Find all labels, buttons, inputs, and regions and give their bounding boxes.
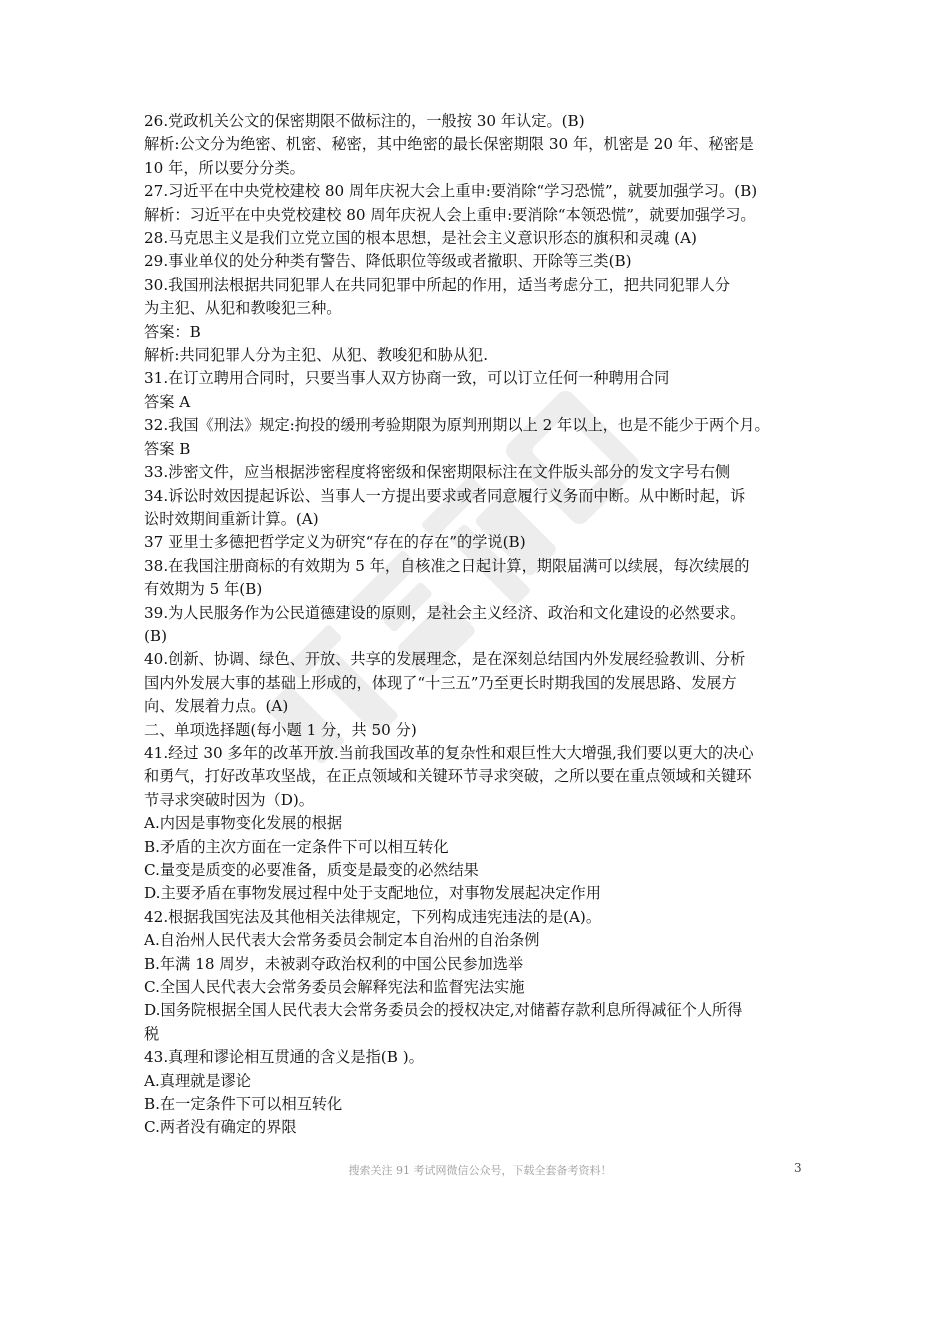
text-line: 国内外发展大事的基础上形成的，体现了“十三五”乃至更长时期我国的发展思路、发展方 xyxy=(144,673,737,692)
page-number: 3 xyxy=(794,1161,802,1175)
text-line: 31.在订立聘用合同时，只要当事人双方协商一致，可以订立任何一种聘用合同 xyxy=(144,369,670,388)
text-line: 和勇气，打好改革攻坚战，在正点领域和关键环节寻求突破，之所以要在重点领域和关键环 xyxy=(144,767,752,786)
text-line: 27.习近平在中央党校建校 80 周年庆祝大会上重申:要消除“学习恐慌”，就要加强学习。(B) xyxy=(144,182,758,201)
section-heading: 二、单项选择题(每小题 1 分，共 50 分) xyxy=(144,720,417,739)
option-line: A.内因是事物变化发展的根据 xyxy=(144,814,343,833)
text-line: 向、发展着力点。(A) xyxy=(144,697,289,716)
text-line: 39.为人民服务作为公民道德建设的原则，是社会主义经济、政治和文化建设的必然要求。 xyxy=(144,603,746,622)
text-line: 37 亚里士多德把哲学定义为研究“存在的存在”的学说(B) xyxy=(144,533,526,552)
option-line: C.两者没有确定的界限 xyxy=(144,1118,297,1137)
option-line: 税 xyxy=(144,1024,160,1043)
option-line: B.年满 18 周岁，未被剥夺政治权利的中国公民参加选举 xyxy=(144,954,524,973)
option-line: D.国务院根据全国人民代表大会常务委员会的授权决定,对储蓄存款利息所得减征个人所得 xyxy=(144,1001,743,1020)
text-line: 答案 B xyxy=(144,439,191,458)
option-line: B.在一定条件下可以相互转化 xyxy=(144,1095,343,1114)
document-body xyxy=(144,110,812,1140)
option-line: C.全国人民代表大会常务委员会解释宪法和监督宪法实施 xyxy=(144,978,525,997)
text-line: 节寻求突破时因为（D)。 xyxy=(144,790,314,809)
text-line: 29.事业单仪的处分种类有警告、降低职位等级或者撤职、开除等三类(B) xyxy=(144,252,632,271)
text-line: 38.在我国注册商标的有效期为 5 年，自核准之日起计算，期限届满可以续展，每次续展的 xyxy=(144,556,750,575)
text-line: 30.我国刑法根据共同犯罪人在共同犯罪中所起的作用，适当考虑分工，把共同犯罪人分 xyxy=(144,275,731,294)
text-line: 28.马克思主义是我们立党立国的根本思想，是社会主义意识形态的旗积和灵魂 (A) xyxy=(144,229,697,248)
text-line: 解析:共同犯罪人分为主犯、从犯、教唆犯和胁从犯. xyxy=(144,346,489,365)
text-line: 为主犯、从犯和教唆犯三种。 xyxy=(144,299,342,318)
text-line: 41.经过 30 多年的改革开放.当前我国改革的复杂性和艰巨性大大增强,我们要以更大的决心 xyxy=(144,743,754,762)
text-line: 40.创新、协调、绿色、开放、共享的发展理念，是在深刻总结国内外发展经验教训、分析 xyxy=(144,650,746,669)
text-line: 42.根据我国宪法及其他相关法律规定，下列构成违宪违法的是(A)。 xyxy=(144,907,602,926)
option-line: A.自治州人民代表大会常务委员会制定本自治州的自治条例 xyxy=(144,931,540,950)
text-line: (B) xyxy=(144,626,168,645)
option-line: D.主要矛盾在事物发展过程中处于支配地位，对事物发展起决定作用 xyxy=(144,884,601,903)
option-line: A.真理就是谬论 xyxy=(144,1071,251,1090)
text-line: 34.诉讼时效因提起诉讼、当事人一方提出要求或者同意履行义务而中断。从中断时起，诉 xyxy=(144,486,746,505)
text-line: 答案：B xyxy=(144,322,201,341)
text-line: 解析:公文分为绝密、机密、秘密，其中绝密的最长保密期限 30 年，机密是 20 年、秘密是 xyxy=(144,135,754,154)
text-line: 33.涉密文件，应当根据涉密程度将密级和保密期限标注在文件版头部分的发文字号右侧 xyxy=(144,463,731,482)
text-line: 26.党政机关公文的保密期限不做标注的，一般按 30 年认定。(B) xyxy=(144,112,585,130)
text-line: 有效期为 5 年(B) xyxy=(144,580,263,599)
text-line: 43.真理和谬论相互贯通的含义是指(B )。 xyxy=(144,1048,424,1067)
text-line: 32.我国《刑法》规定:拘投的缓刑考验期限为原判刑期以上 2 年以上，也是不能少于两个月。 xyxy=(144,416,770,435)
text-line: 讼时效期间重新计算。(A) xyxy=(144,509,319,528)
option-line: C.量变是质变的必要准备，质变是最变的必然结果 xyxy=(144,861,479,879)
option-line: B.矛盾的主次方面在一定条件下可以相互转化 xyxy=(144,837,449,856)
text-line: 10 年，所以要分分类。 xyxy=(144,158,305,177)
text-line: 解析：习近平在中央党校建校 80 周年庆祝人会上重申:要消除“本领恐慌”，就要加强学习。 xyxy=(144,205,756,224)
page-footer: 搜索关注 91 考试网微信公众号，下载全套备考资料！ xyxy=(348,1164,612,1177)
text-line: 答案 A xyxy=(144,392,191,411)
